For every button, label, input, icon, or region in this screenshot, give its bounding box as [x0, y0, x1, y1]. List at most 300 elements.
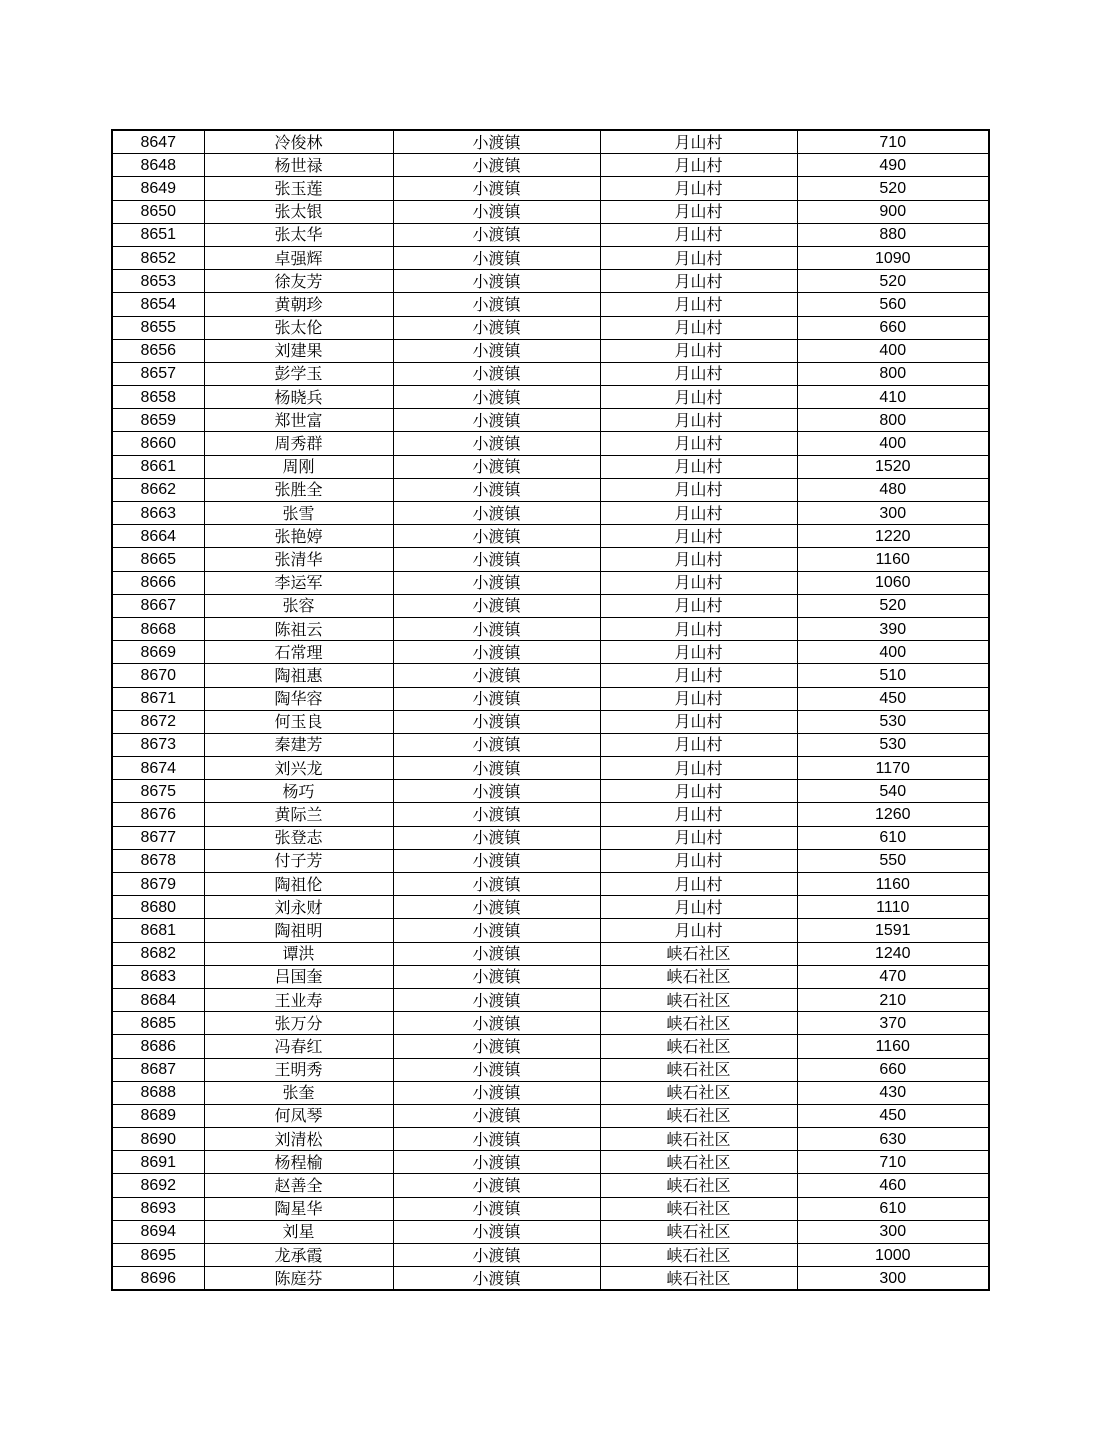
- village-cell: 月山村: [600, 710, 797, 733]
- table-row: [112, 316, 989, 339]
- name-cell: 卓强辉: [204, 246, 393, 269]
- row-number-cell: 8677: [112, 826, 204, 849]
- amount-cell: 520: [797, 177, 989, 200]
- village-cell: 月山村: [600, 873, 797, 896]
- name-cell: 王业寿: [204, 988, 393, 1011]
- town-cell: 小渡镇: [393, 1220, 600, 1243]
- roster-table: [111, 129, 990, 1291]
- row-number-cell: 8694: [112, 1220, 204, 1243]
- name-cell: 张登志: [204, 826, 393, 849]
- table-row: [112, 896, 989, 919]
- name-cell: 彭学玉: [204, 362, 393, 385]
- village-cell: 峡石社区: [600, 1197, 797, 1220]
- village-cell: 峡石社区: [600, 1151, 797, 1174]
- town-cell: 小渡镇: [393, 362, 600, 385]
- row-number-cell: 8687: [112, 1058, 204, 1081]
- table-row: [112, 455, 989, 478]
- town-cell: 小渡镇: [393, 177, 600, 200]
- table-row: [112, 1174, 989, 1197]
- name-cell: 刘星: [204, 1220, 393, 1243]
- amount-cell: 1060: [797, 571, 989, 594]
- village-cell: 峡石社区: [600, 1267, 797, 1291]
- amount-cell: 520: [797, 594, 989, 617]
- row-number-cell: 8678: [112, 849, 204, 872]
- name-cell: 陶华容: [204, 687, 393, 710]
- amount-cell: 450: [797, 687, 989, 710]
- row-number-cell: 8657: [112, 362, 204, 385]
- row-number-cell: 8658: [112, 386, 204, 409]
- village-cell: 月山村: [600, 571, 797, 594]
- name-cell: 刘清松: [204, 1128, 393, 1151]
- town-cell: 小渡镇: [393, 293, 600, 316]
- table-row: [112, 1104, 989, 1127]
- town-cell: 小渡镇: [393, 687, 600, 710]
- amount-cell: 610: [797, 1197, 989, 1220]
- town-cell: 小渡镇: [393, 478, 600, 501]
- amount-cell: 1160: [797, 548, 989, 571]
- table-row: [112, 1220, 989, 1243]
- amount-cell: 400: [797, 432, 989, 455]
- town-cell: 小渡镇: [393, 571, 600, 594]
- amount-cell: 300: [797, 1267, 989, 1291]
- amount-cell: 210: [797, 988, 989, 1011]
- row-number-cell: 8666: [112, 571, 204, 594]
- name-cell: 陶祖明: [204, 919, 393, 942]
- row-number-cell: 8674: [112, 757, 204, 780]
- amount-cell: 480: [797, 478, 989, 501]
- amount-cell: 460: [797, 1174, 989, 1197]
- name-cell: 杨世禄: [204, 154, 393, 177]
- name-cell: 陶祖惠: [204, 664, 393, 687]
- town-cell: 小渡镇: [393, 1104, 600, 1127]
- row-number-cell: 8648: [112, 154, 204, 177]
- table-row: [112, 502, 989, 525]
- amount-cell: 1240: [797, 942, 989, 965]
- document-sheet: [111, 129, 988, 1291]
- village-cell: 峡石社区: [600, 1244, 797, 1267]
- town-cell: 小渡镇: [393, 502, 600, 525]
- name-cell: 张奎: [204, 1081, 393, 1104]
- table-row: [112, 478, 989, 501]
- amount-cell: 1090: [797, 246, 989, 269]
- name-cell: 何玉良: [204, 710, 393, 733]
- town-cell: 小渡镇: [393, 803, 600, 826]
- table-row: [112, 548, 989, 571]
- amount-cell: 400: [797, 641, 989, 664]
- table-row: [112, 386, 989, 409]
- table-row: [112, 154, 989, 177]
- town-cell: 小渡镇: [393, 154, 600, 177]
- row-number-cell: 8659: [112, 409, 204, 432]
- name-cell: 陈祖云: [204, 617, 393, 640]
- village-cell: 月山村: [600, 641, 797, 664]
- amount-cell: 1000: [797, 1244, 989, 1267]
- amount-cell: 660: [797, 316, 989, 339]
- table-row: [112, 1081, 989, 1104]
- table-row: [112, 803, 989, 826]
- row-number-cell: 8684: [112, 988, 204, 1011]
- table-row: [112, 432, 989, 455]
- row-number-cell: 8692: [112, 1174, 204, 1197]
- table-row: [112, 130, 989, 154]
- table-row: [112, 1058, 989, 1081]
- row-number-cell: 8651: [112, 223, 204, 246]
- amount-cell: 390: [797, 617, 989, 640]
- table-row: [112, 641, 989, 664]
- town-cell: 小渡镇: [393, 1267, 600, 1291]
- name-cell: 杨晓兵: [204, 386, 393, 409]
- row-number-cell: 8672: [112, 710, 204, 733]
- amount-cell: 660: [797, 1058, 989, 1081]
- town-cell: 小渡镇: [393, 757, 600, 780]
- amount-cell: 710: [797, 1151, 989, 1174]
- amount-cell: 610: [797, 826, 989, 849]
- name-cell: 周秀群: [204, 432, 393, 455]
- row-number-cell: 8668: [112, 617, 204, 640]
- name-cell: 秦建芳: [204, 733, 393, 756]
- village-cell: 月山村: [600, 386, 797, 409]
- row-number-cell: 8685: [112, 1012, 204, 1035]
- row-number-cell: 8682: [112, 942, 204, 965]
- amount-cell: 1260: [797, 803, 989, 826]
- town-cell: 小渡镇: [393, 548, 600, 571]
- village-cell: 月山村: [600, 270, 797, 293]
- name-cell: 付子芳: [204, 849, 393, 872]
- table-row: [112, 988, 989, 1011]
- village-cell: 月山村: [600, 316, 797, 339]
- name-cell: 张太银: [204, 200, 393, 223]
- village-cell: 峡石社区: [600, 942, 797, 965]
- village-cell: 月山村: [600, 293, 797, 316]
- table-row: [112, 1128, 989, 1151]
- town-cell: 小渡镇: [393, 246, 600, 269]
- amount-cell: 530: [797, 710, 989, 733]
- amount-cell: 1110: [797, 896, 989, 919]
- village-cell: 月山村: [600, 409, 797, 432]
- table-row: [112, 664, 989, 687]
- name-cell: 张太伦: [204, 316, 393, 339]
- row-number-cell: 8681: [112, 919, 204, 942]
- village-cell: 峡石社区: [600, 1012, 797, 1035]
- village-cell: 月山村: [600, 246, 797, 269]
- name-cell: 赵善全: [204, 1174, 393, 1197]
- name-cell: 吕国奎: [204, 965, 393, 988]
- table-row: [112, 757, 989, 780]
- village-cell: 峡石社区: [600, 965, 797, 988]
- row-number-cell: 8695: [112, 1244, 204, 1267]
- name-cell: 周刚: [204, 455, 393, 478]
- name-cell: 张万分: [204, 1012, 393, 1035]
- table-row: [112, 617, 989, 640]
- row-number-cell: 8675: [112, 780, 204, 803]
- town-cell: 小渡镇: [393, 270, 600, 293]
- town-cell: 小渡镇: [393, 1151, 600, 1174]
- town-cell: 小渡镇: [393, 849, 600, 872]
- table-row: [112, 965, 989, 988]
- table-row: [112, 270, 989, 293]
- town-cell: 小渡镇: [393, 1197, 600, 1220]
- row-number-cell: 8664: [112, 525, 204, 548]
- row-number-cell: 8653: [112, 270, 204, 293]
- name-cell: 陶星华: [204, 1197, 393, 1220]
- amount-cell: 430: [797, 1081, 989, 1104]
- town-cell: 小渡镇: [393, 733, 600, 756]
- amount-cell: 300: [797, 502, 989, 525]
- amount-cell: 1591: [797, 919, 989, 942]
- name-cell: 冷俊林: [204, 130, 393, 154]
- village-cell: 月山村: [600, 548, 797, 571]
- town-cell: 小渡镇: [393, 316, 600, 339]
- town-cell: 小渡镇: [393, 710, 600, 733]
- table-row: [112, 200, 989, 223]
- town-cell: 小渡镇: [393, 200, 600, 223]
- name-cell: 李运军: [204, 571, 393, 594]
- village-cell: 月山村: [600, 594, 797, 617]
- amount-cell: 370: [797, 1012, 989, 1035]
- table-row: [112, 826, 989, 849]
- town-cell: 小渡镇: [393, 594, 600, 617]
- amount-cell: 550: [797, 849, 989, 872]
- name-cell: 张清华: [204, 548, 393, 571]
- row-number-cell: 8667: [112, 594, 204, 617]
- name-cell: 龙承霞: [204, 1244, 393, 1267]
- table-row: [112, 594, 989, 617]
- amount-cell: 450: [797, 1104, 989, 1127]
- row-number-cell: 8686: [112, 1035, 204, 1058]
- town-cell: 小渡镇: [393, 223, 600, 246]
- table-row: [112, 1197, 989, 1220]
- village-cell: 峡石社区: [600, 1104, 797, 1127]
- row-number-cell: 8650: [112, 200, 204, 223]
- town-cell: 小渡镇: [393, 432, 600, 455]
- name-cell: 杨巧: [204, 780, 393, 803]
- row-number-cell: 8654: [112, 293, 204, 316]
- roster-table-body: [112, 130, 989, 1290]
- town-cell: 小渡镇: [393, 339, 600, 362]
- name-cell: 王明秀: [204, 1058, 393, 1081]
- amount-cell: 1160: [797, 873, 989, 896]
- row-number-cell: 8670: [112, 664, 204, 687]
- town-cell: 小渡镇: [393, 409, 600, 432]
- name-cell: 陈庭芬: [204, 1267, 393, 1291]
- town-cell: 小渡镇: [393, 919, 600, 942]
- town-cell: 小渡镇: [393, 641, 600, 664]
- village-cell: 月山村: [600, 154, 797, 177]
- row-number-cell: 8647: [112, 130, 204, 154]
- town-cell: 小渡镇: [393, 965, 600, 988]
- amount-cell: 300: [797, 1220, 989, 1243]
- table-row: [112, 571, 989, 594]
- name-cell: 郑世富: [204, 409, 393, 432]
- row-number-cell: 8683: [112, 965, 204, 988]
- row-number-cell: 8660: [112, 432, 204, 455]
- row-number-cell: 8690: [112, 1128, 204, 1151]
- row-number-cell: 8696: [112, 1267, 204, 1291]
- town-cell: 小渡镇: [393, 1035, 600, 1058]
- name-cell: 张胜全: [204, 478, 393, 501]
- row-number-cell: 8688: [112, 1081, 204, 1104]
- town-cell: 小渡镇: [393, 873, 600, 896]
- table-row: [112, 1267, 989, 1291]
- row-number-cell: 8691: [112, 1151, 204, 1174]
- amount-cell: 1160: [797, 1035, 989, 1058]
- town-cell: 小渡镇: [393, 780, 600, 803]
- village-cell: 月山村: [600, 687, 797, 710]
- village-cell: 峡石社区: [600, 1081, 797, 1104]
- village-cell: 月山村: [600, 525, 797, 548]
- table-row: [112, 339, 989, 362]
- amount-cell: 800: [797, 409, 989, 432]
- amount-cell: 800: [797, 362, 989, 385]
- row-number-cell: 8679: [112, 873, 204, 896]
- town-cell: 小渡镇: [393, 1128, 600, 1151]
- amount-cell: 530: [797, 733, 989, 756]
- amount-cell: 880: [797, 223, 989, 246]
- town-cell: 小渡镇: [393, 1081, 600, 1104]
- table-row: [112, 293, 989, 316]
- row-number-cell: 8661: [112, 455, 204, 478]
- town-cell: 小渡镇: [393, 525, 600, 548]
- name-cell: 陶祖伦: [204, 873, 393, 896]
- amount-cell: 410: [797, 386, 989, 409]
- town-cell: 小渡镇: [393, 455, 600, 478]
- name-cell: 何凤琴: [204, 1104, 393, 1127]
- name-cell: 刘兴龙: [204, 757, 393, 780]
- row-number-cell: 8665: [112, 548, 204, 571]
- name-cell: 张玉莲: [204, 177, 393, 200]
- table-row: [112, 223, 989, 246]
- town-cell: 小渡镇: [393, 988, 600, 1011]
- name-cell: 徐友芳: [204, 270, 393, 293]
- village-cell: 月山村: [600, 339, 797, 362]
- row-number-cell: 8656: [112, 339, 204, 362]
- name-cell: 刘建果: [204, 339, 393, 362]
- village-cell: 峡石社区: [600, 1220, 797, 1243]
- row-number-cell: 8652: [112, 246, 204, 269]
- name-cell: 刘永财: [204, 896, 393, 919]
- table-row: [112, 733, 989, 756]
- village-cell: 峡石社区: [600, 1174, 797, 1197]
- row-number-cell: 8671: [112, 687, 204, 710]
- town-cell: 小渡镇: [393, 130, 600, 154]
- row-number-cell: 8663: [112, 502, 204, 525]
- table-row: [112, 246, 989, 269]
- row-number-cell: 8693: [112, 1197, 204, 1220]
- name-cell: 冯春红: [204, 1035, 393, 1058]
- amount-cell: 510: [797, 664, 989, 687]
- village-cell: 月山村: [600, 803, 797, 826]
- row-number-cell: 8689: [112, 1104, 204, 1127]
- village-cell: 月山村: [600, 664, 797, 687]
- town-cell: 小渡镇: [393, 826, 600, 849]
- village-cell: 峡石社区: [600, 1058, 797, 1081]
- amount-cell: 540: [797, 780, 989, 803]
- table-row: [112, 849, 989, 872]
- town-cell: 小渡镇: [393, 617, 600, 640]
- table-row: [112, 873, 989, 896]
- town-cell: 小渡镇: [393, 1174, 600, 1197]
- village-cell: 月山村: [600, 130, 797, 154]
- table-row: [112, 177, 989, 200]
- village-cell: 峡石社区: [600, 1035, 797, 1058]
- amount-cell: 490: [797, 154, 989, 177]
- name-cell: 黄朝珍: [204, 293, 393, 316]
- name-cell: 谭洪: [204, 942, 393, 965]
- table-row: [112, 710, 989, 733]
- town-cell: 小渡镇: [393, 942, 600, 965]
- row-number-cell: 8676: [112, 803, 204, 826]
- table-row: [112, 1012, 989, 1035]
- village-cell: 月山村: [600, 849, 797, 872]
- village-cell: 峡石社区: [600, 1128, 797, 1151]
- row-number-cell: 8673: [112, 733, 204, 756]
- name-cell: 张太华: [204, 223, 393, 246]
- village-cell: 月山村: [600, 200, 797, 223]
- village-cell: 月山村: [600, 733, 797, 756]
- table-row: [112, 525, 989, 548]
- town-cell: 小渡镇: [393, 1244, 600, 1267]
- table-row: [112, 1151, 989, 1174]
- town-cell: 小渡镇: [393, 1058, 600, 1081]
- name-cell: 张艳婷: [204, 525, 393, 548]
- village-cell: 月山村: [600, 223, 797, 246]
- village-cell: 月山村: [600, 780, 797, 803]
- amount-cell: 630: [797, 1128, 989, 1151]
- table-row: [112, 780, 989, 803]
- name-cell: 张雪: [204, 502, 393, 525]
- name-cell: 杨程榆: [204, 1151, 393, 1174]
- table-row: [112, 687, 989, 710]
- table-row: [112, 919, 989, 942]
- village-cell: 月山村: [600, 919, 797, 942]
- row-number-cell: 8680: [112, 896, 204, 919]
- amount-cell: 470: [797, 965, 989, 988]
- village-cell: 月山村: [600, 502, 797, 525]
- town-cell: 小渡镇: [393, 896, 600, 919]
- amount-cell: 560: [797, 293, 989, 316]
- village-cell: 月山村: [600, 432, 797, 455]
- village-cell: 月山村: [600, 826, 797, 849]
- amount-cell: 400: [797, 339, 989, 362]
- name-cell: 张容: [204, 594, 393, 617]
- village-cell: 月山村: [600, 757, 797, 780]
- table-row: [112, 1244, 989, 1267]
- table-row: [112, 1035, 989, 1058]
- village-cell: 月山村: [600, 478, 797, 501]
- town-cell: 小渡镇: [393, 664, 600, 687]
- amount-cell: 1170: [797, 757, 989, 780]
- town-cell: 小渡镇: [393, 386, 600, 409]
- amount-cell: 1520: [797, 455, 989, 478]
- amount-cell: 1220: [797, 525, 989, 548]
- village-cell: 峡石社区: [600, 988, 797, 1011]
- name-cell: 黄际兰: [204, 803, 393, 826]
- village-cell: 月山村: [600, 362, 797, 385]
- amount-cell: 900: [797, 200, 989, 223]
- name-cell: 石常理: [204, 641, 393, 664]
- table-row: [112, 942, 989, 965]
- table-row: [112, 362, 989, 385]
- village-cell: 月山村: [600, 896, 797, 919]
- village-cell: 月山村: [600, 617, 797, 640]
- amount-cell: 710: [797, 130, 989, 154]
- table-row: [112, 409, 989, 432]
- row-number-cell: 8655: [112, 316, 204, 339]
- amount-cell: 520: [797, 270, 989, 293]
- row-number-cell: 8649: [112, 177, 204, 200]
- row-number-cell: 8669: [112, 641, 204, 664]
- village-cell: 月山村: [600, 177, 797, 200]
